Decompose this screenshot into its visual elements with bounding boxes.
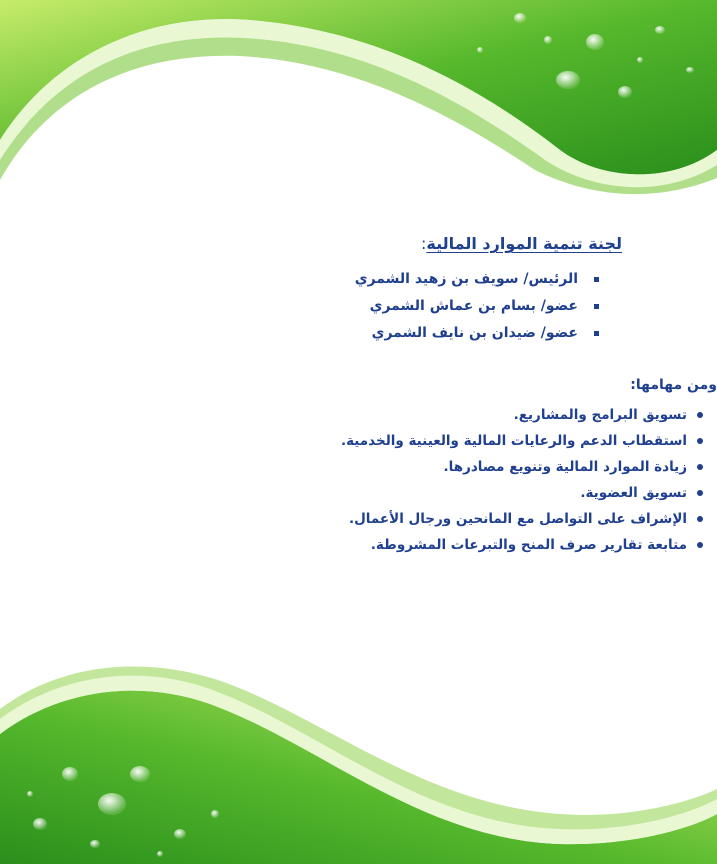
dot-bullet-icon <box>697 542 703 548</box>
dot-bullet-icon <box>697 464 703 470</box>
tasks-heading: ومن مهامها: <box>630 377 717 393</box>
title-colon: : <box>421 234 427 253</box>
committee-title: لجنة تنمية الموارد المالية: <box>421 234 622 253</box>
member-item: عضو/ ضيدان بن نايف الشمري <box>355 320 599 347</box>
dot-bullet-icon <box>697 516 703 522</box>
task-item: متابعة تقارير صرف المنح والتبرعات المشروطة. <box>341 532 703 558</box>
task-item: تسويق البرامج والمشاريع. <box>341 402 703 428</box>
task-item: الإشراف على التواصل مع المانحين ورجال الأعمال. <box>341 506 703 532</box>
square-bullet-icon <box>594 277 599 282</box>
task-item: استقطاب الدعم والرعايات المالية والعينية والخدمية. <box>341 428 703 454</box>
tasks-list <box>341 402 703 558</box>
task-item: تسويق العضوية. <box>341 480 703 506</box>
square-bullet-icon <box>594 331 599 336</box>
member-item: الرئيس/ سويف بن زهيد الشمري <box>355 266 599 293</box>
dot-bullet-icon <box>697 490 703 496</box>
dot-bullet-icon <box>697 412 703 418</box>
dot-bullet-icon <box>697 438 703 444</box>
members-list <box>355 266 599 347</box>
member-item: عضو/ بسام بن عماش الشمري <box>355 293 599 320</box>
task-item: زيادة الموارد المالية وتنويع مصادرها. <box>341 454 703 480</box>
square-bullet-icon <box>594 304 599 309</box>
